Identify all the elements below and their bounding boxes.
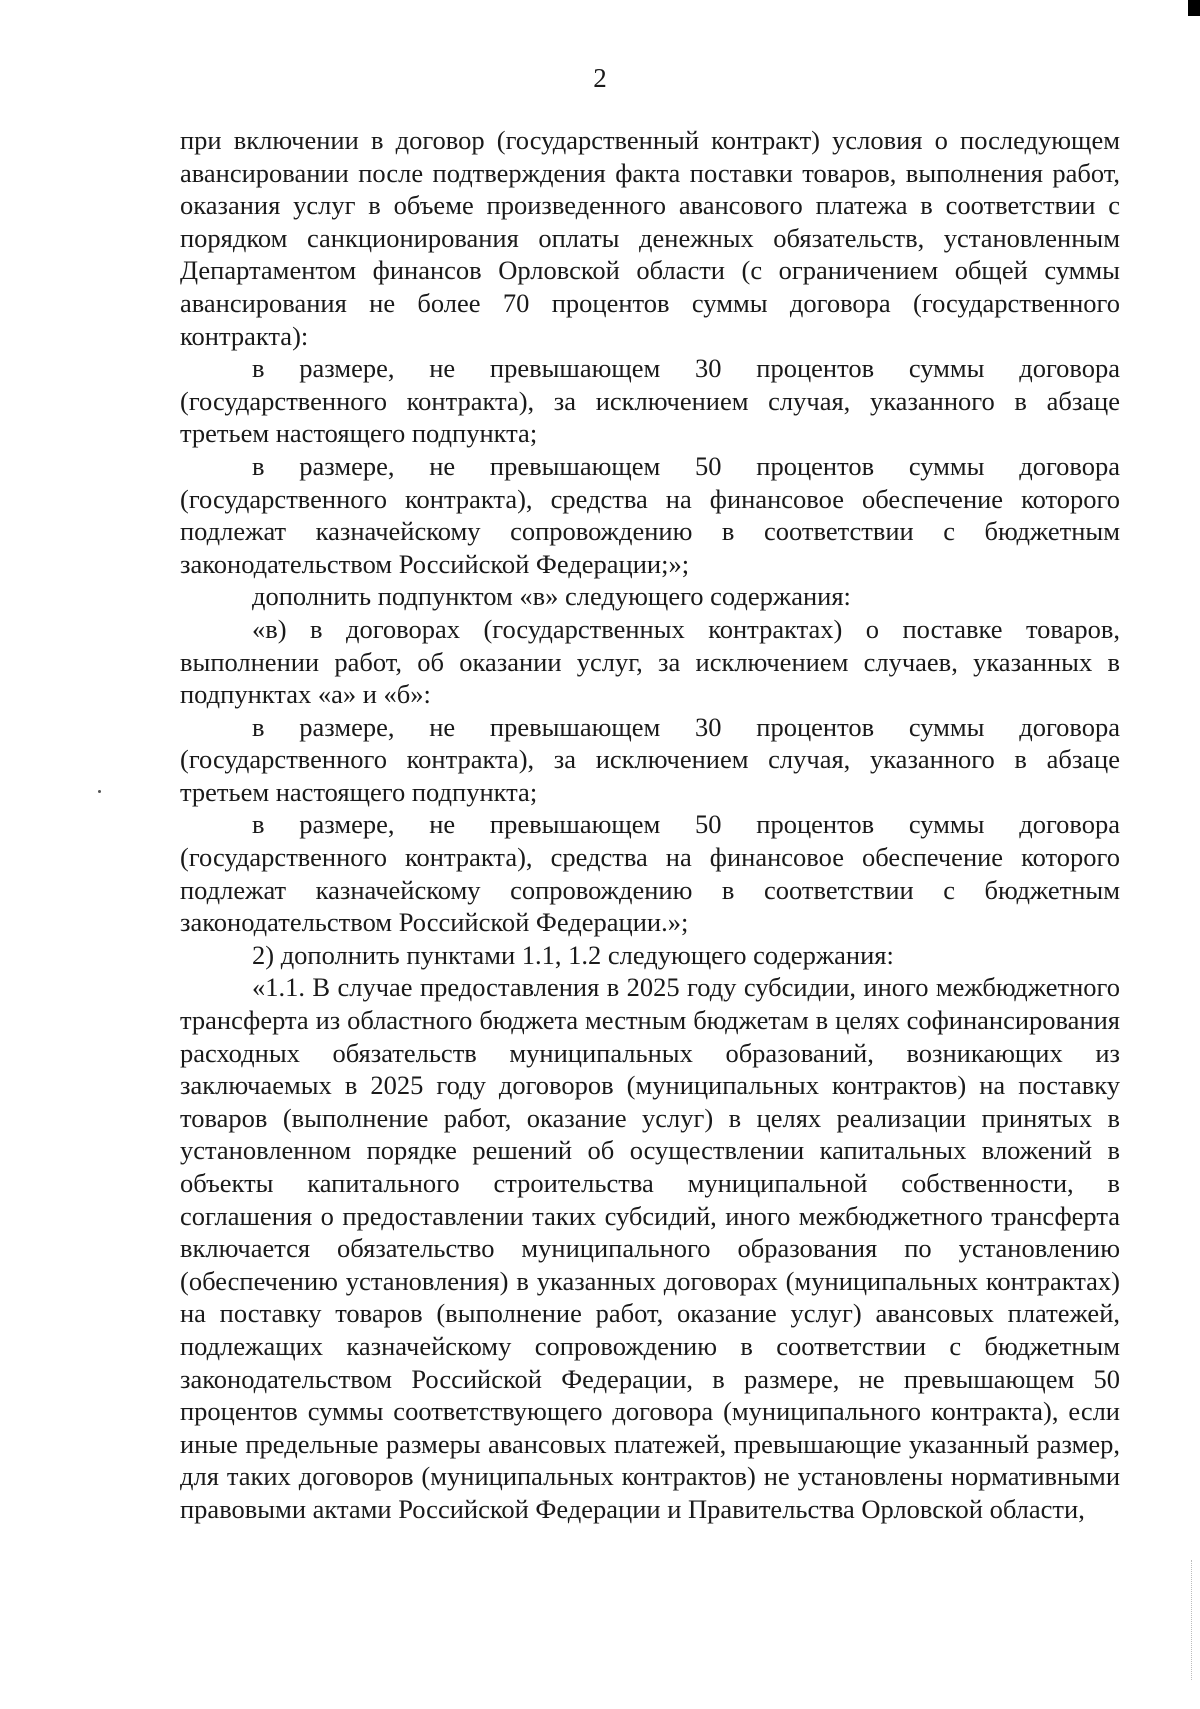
scan-speck [98,790,101,793]
paragraph-30-percent: в размере, не превышающем 30 процентов суммы договора (государственного контракта), за исключением случая, указанного в абзаце третьем настоящего подпункта; [180,353,1120,449]
document-body [180,124,1120,1526]
paragraph-intro: при включении в договор (государственный контракт) условия о последующем авансировании после подтверждения факта поставки товаров, выполнения работ, оказания услуг в объеме произведенного авансового платежа в соответствии с порядком санкционирования оплаты денежных обязательств, установленным Департаментом финансов Орловской области (с ограничением общей суммы авансирования не более 70 процентов суммы договора (государственного контракта): [180,125,1120,351]
scan-corner-mark [1188,0,1200,16]
paragraph-clause-1-1: «1.1. В случае предоставления в 2025 году субсидии, иного межбюджетного трансферта из областного бюджета местным бюджетам в целях софинансирования расходных обязательств муниципальных образований, возникающих из заключаемых в 2025 году договоров (муниципальных контрактов) на поставку товаров (выполнение работ, оказание услуг) в целях реализации принятых в установленном порядке решений об осуществлении капитальных вложений в объекты капитального строительства муниципальной собственности, в соглашения о предоставлении таких субсидий, иного межбюджетного трансферта включается обязательство муниципального образования по установлению (обеспечению установления) в указанных договорах (муниципальных контрактах) на поставку товаров (выполнение работ, оказание услуг) авансовых платежей, подлежащих казначейскому сопровождению в соответствии с бюджетным законодательством Российской Федерации, в размере, не превышающем 50 процентов суммы соответствующего договора (муниципального контракта), если иные предельные размеры авансовых платежей, превышающие указанный размер, для таких договоров (муниципальных контрактов) не установлены нормативными правовыми актами Российской Федерации и Правительства Орловской области, [180,972,1120,1524]
paragraph-item-2: 2) дополнить пунктами 1.1, 1.2 следующего содержания: [252,939,894,970]
page-number: 2 [593,63,607,93]
paragraph-v-50-percent: в размере, не превышающем 50 процентов суммы договора (государственного контракта), средства на финансовое обеспечение которого подлежат казначейскому сопровождению в соответствии с бюджетным законодательством Российской Федерации.»; [180,809,1120,938]
paragraph-subitem-v: «в) в договорах (государственных контрактах) о поставке товаров, выполнении работ, об оказании услуг, за исключением случаев, указанных в подпунктах «а» и «б»: [180,613,1120,710]
scan-edge-specks [1189,1560,1192,1680]
paragraph-add-subitem-v: дополнить подпунктом «в» следующего содержания: [252,581,851,612]
paragraph-50-percent: в размере, не превышающем 50 процентов суммы договора (государственного контракта), средства на финансовое обеспечение которого подлежат казначейскому сопровождению в соответствии с бюджетным законодательством Российской Федерации;»; [180,450,1120,579]
paragraph-v-30-percent: в размере, не превышающем 30 процентов суммы договора (государственного контракта), за исключением случая, указанного в абзаце третьем настоящего подпункта; [180,711,1120,807]
